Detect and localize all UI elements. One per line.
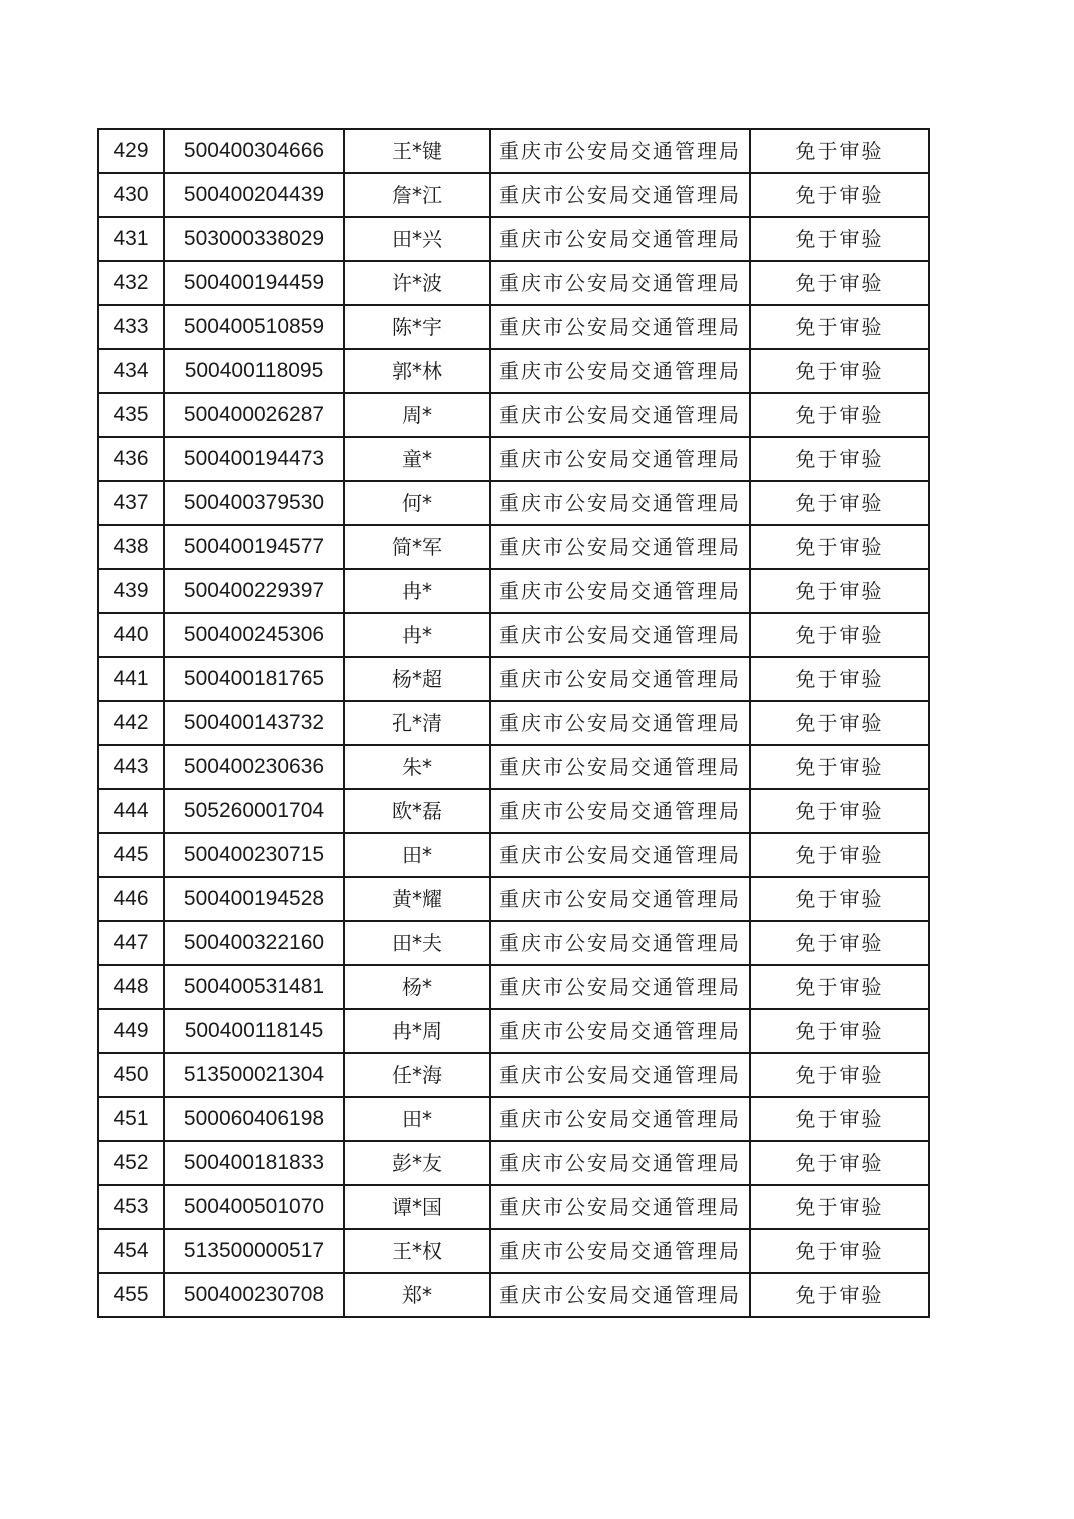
person-name-cell: 田* bbox=[344, 833, 490, 877]
table-row bbox=[98, 393, 929, 437]
person-name-cell: 冉* bbox=[344, 613, 490, 657]
person-name-cell: 欧*磊 bbox=[344, 789, 490, 833]
review-status-cell: 免于审验 bbox=[750, 613, 929, 657]
review-status-cell: 免于审验 bbox=[750, 1273, 929, 1317]
table-row bbox=[98, 613, 929, 657]
row-number-cell: 450 bbox=[98, 1053, 164, 1097]
certificate-number-cell: 500400204439 bbox=[164, 173, 344, 217]
certificate-number-cell: 500400181765 bbox=[164, 657, 344, 701]
certificate-number-cell: 500400501070 bbox=[164, 1185, 344, 1229]
table-row bbox=[98, 305, 929, 349]
person-name-cell: 何* bbox=[344, 481, 490, 525]
row-number-cell: 447 bbox=[98, 921, 164, 965]
row-number-cell: 452 bbox=[98, 1141, 164, 1185]
review-status-cell: 免于审验 bbox=[750, 349, 929, 393]
row-number-cell: 429 bbox=[98, 129, 164, 173]
issuing-agency-cell: 重庆市公安局交通管理局 bbox=[490, 921, 750, 965]
person-name-cell: 王*键 bbox=[344, 129, 490, 173]
table-row bbox=[98, 261, 929, 305]
row-number-cell: 436 bbox=[98, 437, 164, 481]
person-name-cell: 杨*超 bbox=[344, 657, 490, 701]
certificate-number-cell: 500400229397 bbox=[164, 569, 344, 613]
table-row bbox=[98, 1185, 929, 1229]
table-row bbox=[98, 789, 929, 833]
certificate-number-cell: 500400230636 bbox=[164, 745, 344, 789]
issuing-agency-cell: 重庆市公安局交通管理局 bbox=[490, 965, 750, 1009]
issuing-agency-cell: 重庆市公安局交通管理局 bbox=[490, 481, 750, 525]
review-status-cell: 免于审验 bbox=[750, 789, 929, 833]
issuing-agency-cell: 重庆市公安局交通管理局 bbox=[490, 437, 750, 481]
person-name-cell: 周* bbox=[344, 393, 490, 437]
issuing-agency-cell: 重庆市公安局交通管理局 bbox=[490, 261, 750, 305]
certificate-number-cell: 503000338029 bbox=[164, 217, 344, 261]
issuing-agency-cell: 重庆市公安局交通管理局 bbox=[490, 569, 750, 613]
certificate-number-cell: 500400510859 bbox=[164, 305, 344, 349]
table-row bbox=[98, 437, 929, 481]
person-name-cell: 许*波 bbox=[344, 261, 490, 305]
certificate-number-cell: 513500000517 bbox=[164, 1229, 344, 1273]
row-number-cell: 433 bbox=[98, 305, 164, 349]
certificate-number-cell: 500400230708 bbox=[164, 1273, 344, 1317]
person-name-cell: 简*军 bbox=[344, 525, 490, 569]
row-number-cell: 444 bbox=[98, 789, 164, 833]
certificate-number-cell: 500400143732 bbox=[164, 701, 344, 745]
row-number-cell: 448 bbox=[98, 965, 164, 1009]
table-body bbox=[98, 129, 929, 1317]
issuing-agency-cell: 重庆市公安局交通管理局 bbox=[490, 1141, 750, 1185]
table-row bbox=[98, 217, 929, 261]
table-row bbox=[98, 1009, 929, 1053]
issuing-agency-cell: 重庆市公安局交通管理局 bbox=[490, 833, 750, 877]
certificate-number-cell: 500400194528 bbox=[164, 877, 344, 921]
review-status-cell: 免于审验 bbox=[750, 1141, 929, 1185]
row-number-cell: 439 bbox=[98, 569, 164, 613]
row-number-cell: 437 bbox=[98, 481, 164, 525]
person-name-cell: 任*海 bbox=[344, 1053, 490, 1097]
person-name-cell: 冉* bbox=[344, 569, 490, 613]
person-name-cell: 彭*友 bbox=[344, 1141, 490, 1185]
row-number-cell: 449 bbox=[98, 1009, 164, 1053]
table-row bbox=[98, 129, 929, 173]
certificate-number-cell: 500400026287 bbox=[164, 393, 344, 437]
review-status-cell: 免于审验 bbox=[750, 657, 929, 701]
person-name-cell: 田*兴 bbox=[344, 217, 490, 261]
issuing-agency-cell: 重庆市公安局交通管理局 bbox=[490, 393, 750, 437]
row-number-cell: 454 bbox=[98, 1229, 164, 1273]
row-number-cell: 432 bbox=[98, 261, 164, 305]
issuing-agency-cell: 重庆市公安局交通管理局 bbox=[490, 1009, 750, 1053]
issuing-agency-cell: 重庆市公安局交通管理局 bbox=[490, 1273, 750, 1317]
row-number-cell: 430 bbox=[98, 173, 164, 217]
table-row bbox=[98, 965, 929, 1009]
review-status-cell: 免于审验 bbox=[750, 569, 929, 613]
table-row bbox=[98, 481, 929, 525]
issuing-agency-cell: 重庆市公安局交通管理局 bbox=[490, 745, 750, 789]
review-status-cell: 免于审验 bbox=[750, 1053, 929, 1097]
review-status-cell: 免于审验 bbox=[750, 745, 929, 789]
review-status-cell: 免于审验 bbox=[750, 481, 929, 525]
row-number-cell: 435 bbox=[98, 393, 164, 437]
record-table bbox=[97, 128, 930, 1318]
row-number-cell: 441 bbox=[98, 657, 164, 701]
review-status-cell: 免于审验 bbox=[750, 305, 929, 349]
certificate-number-cell: 500400118145 bbox=[164, 1009, 344, 1053]
row-number-cell: 455 bbox=[98, 1273, 164, 1317]
table-row bbox=[98, 1053, 929, 1097]
table-row bbox=[98, 525, 929, 569]
issuing-agency-cell: 重庆市公安局交通管理局 bbox=[490, 217, 750, 261]
table-row bbox=[98, 1097, 929, 1141]
issuing-agency-cell: 重庆市公安局交通管理局 bbox=[490, 1097, 750, 1141]
row-number-cell: 434 bbox=[98, 349, 164, 393]
certificate-number-cell: 500400194473 bbox=[164, 437, 344, 481]
review-status-cell: 免于审验 bbox=[750, 437, 929, 481]
issuing-agency-cell: 重庆市公安局交通管理局 bbox=[490, 129, 750, 173]
table-row bbox=[98, 921, 929, 965]
issuing-agency-cell: 重庆市公安局交通管理局 bbox=[490, 701, 750, 745]
certificate-number-cell: 500400118095 bbox=[164, 349, 344, 393]
review-status-cell: 免于审验 bbox=[750, 921, 929, 965]
review-status-cell: 免于审验 bbox=[750, 525, 929, 569]
certificate-number-cell: 500400304666 bbox=[164, 129, 344, 173]
issuing-agency-cell: 重庆市公安局交通管理局 bbox=[490, 1053, 750, 1097]
person-name-cell: 孔*清 bbox=[344, 701, 490, 745]
issuing-agency-cell: 重庆市公安局交通管理局 bbox=[490, 1185, 750, 1229]
certificate-number-cell: 513500021304 bbox=[164, 1053, 344, 1097]
table-row bbox=[98, 833, 929, 877]
review-status-cell: 免于审验 bbox=[750, 1185, 929, 1229]
issuing-agency-cell: 重庆市公安局交通管理局 bbox=[490, 877, 750, 921]
certificate-number-cell: 500400322160 bbox=[164, 921, 344, 965]
row-number-cell: 443 bbox=[98, 745, 164, 789]
person-name-cell: 朱* bbox=[344, 745, 490, 789]
issuing-agency-cell: 重庆市公安局交通管理局 bbox=[490, 349, 750, 393]
review-status-cell: 免于审验 bbox=[750, 173, 929, 217]
certificate-number-cell: 505260001704 bbox=[164, 789, 344, 833]
table-row bbox=[98, 349, 929, 393]
table-row bbox=[98, 877, 929, 921]
table-row bbox=[98, 745, 929, 789]
person-name-cell: 谭*国 bbox=[344, 1185, 490, 1229]
review-status-cell: 免于审验 bbox=[750, 261, 929, 305]
table-row bbox=[98, 569, 929, 613]
review-status-cell: 免于审验 bbox=[750, 1009, 929, 1053]
certificate-number-cell: 500400181833 bbox=[164, 1141, 344, 1185]
issuing-agency-cell: 重庆市公安局交通管理局 bbox=[490, 305, 750, 349]
review-status-cell: 免于审验 bbox=[750, 701, 929, 745]
issuing-agency-cell: 重庆市公安局交通管理局 bbox=[490, 657, 750, 701]
certificate-number-cell: 500400245306 bbox=[164, 613, 344, 657]
issuing-agency-cell: 重庆市公安局交通管理局 bbox=[490, 613, 750, 657]
review-status-cell: 免于审验 bbox=[750, 393, 929, 437]
row-number-cell: 445 bbox=[98, 833, 164, 877]
person-name-cell: 杨* bbox=[344, 965, 490, 1009]
review-status-cell: 免于审验 bbox=[750, 1229, 929, 1273]
issuing-agency-cell: 重庆市公安局交通管理局 bbox=[490, 173, 750, 217]
issuing-agency-cell: 重庆市公安局交通管理局 bbox=[490, 1229, 750, 1273]
table-row bbox=[98, 173, 929, 217]
certificate-number-cell: 500400194459 bbox=[164, 261, 344, 305]
review-status-cell: 免于审验 bbox=[750, 877, 929, 921]
person-name-cell: 郑* bbox=[344, 1273, 490, 1317]
person-name-cell: 陈*宇 bbox=[344, 305, 490, 349]
person-name-cell: 田*夫 bbox=[344, 921, 490, 965]
person-name-cell: 田* bbox=[344, 1097, 490, 1141]
row-number-cell: 442 bbox=[98, 701, 164, 745]
table-row bbox=[98, 1229, 929, 1273]
review-status-cell: 免于审验 bbox=[750, 833, 929, 877]
issuing-agency-cell: 重庆市公安局交通管理局 bbox=[490, 789, 750, 833]
person-name-cell: 冉*周 bbox=[344, 1009, 490, 1053]
review-status-cell: 免于审验 bbox=[750, 965, 929, 1009]
row-number-cell: 451 bbox=[98, 1097, 164, 1141]
person-name-cell: 王*权 bbox=[344, 1229, 490, 1273]
row-number-cell: 431 bbox=[98, 217, 164, 261]
certificate-number-cell: 500400379530 bbox=[164, 481, 344, 525]
certificate-number-cell: 500060406198 bbox=[164, 1097, 344, 1141]
row-number-cell: 453 bbox=[98, 1185, 164, 1229]
certificate-number-cell: 500400230715 bbox=[164, 833, 344, 877]
row-number-cell: 446 bbox=[98, 877, 164, 921]
person-name-cell: 黄*耀 bbox=[344, 877, 490, 921]
table-row bbox=[98, 1141, 929, 1185]
review-status-cell: 免于审验 bbox=[750, 1097, 929, 1141]
table-row bbox=[98, 657, 929, 701]
person-name-cell: 詹*江 bbox=[344, 173, 490, 217]
table-row bbox=[98, 701, 929, 745]
review-status-cell: 免于审验 bbox=[750, 217, 929, 261]
table-row bbox=[98, 1273, 929, 1317]
issuing-agency-cell: 重庆市公安局交通管理局 bbox=[490, 525, 750, 569]
review-status-cell: 免于审验 bbox=[750, 129, 929, 173]
row-number-cell: 438 bbox=[98, 525, 164, 569]
certificate-number-cell: 500400531481 bbox=[164, 965, 344, 1009]
row-number-cell: 440 bbox=[98, 613, 164, 657]
certificate-number-cell: 500400194577 bbox=[164, 525, 344, 569]
person-name-cell: 郭*林 bbox=[344, 349, 490, 393]
person-name-cell: 童* bbox=[344, 437, 490, 481]
